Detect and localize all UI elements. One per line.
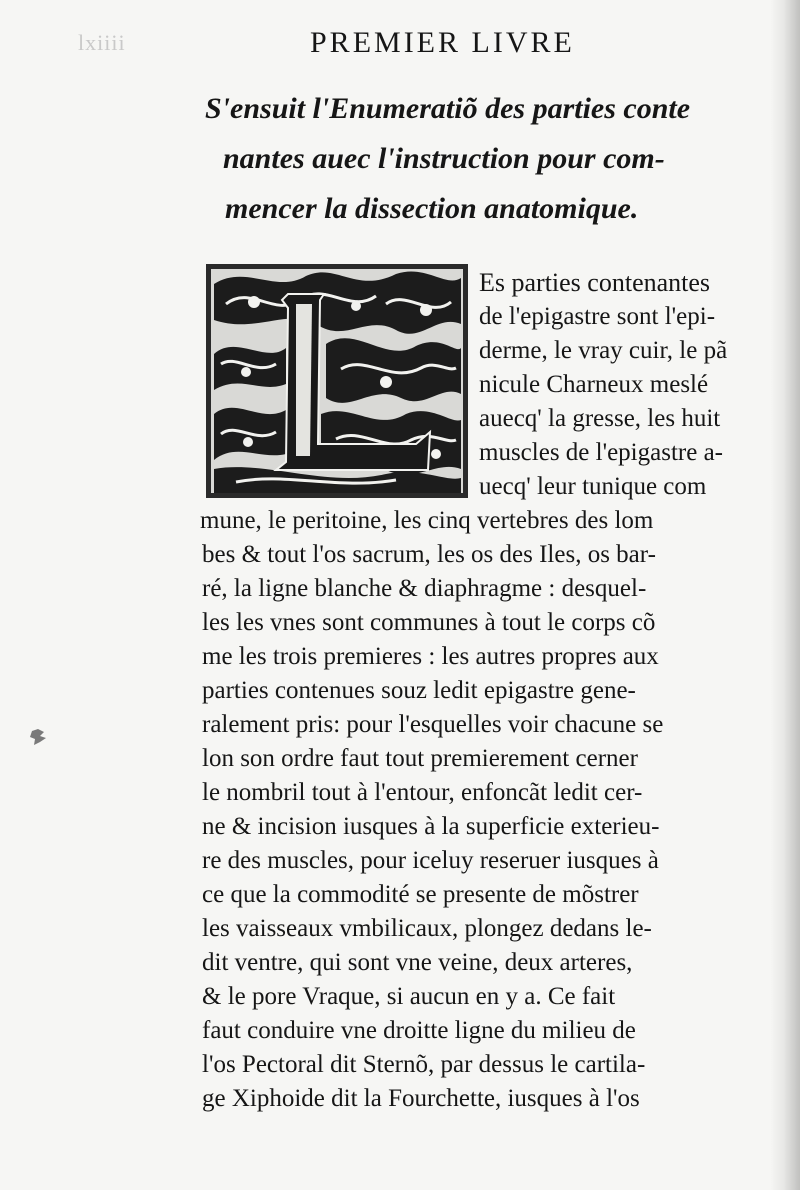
text-line: ré, la ligne blanche & diaphragme : desquel-: [202, 575, 647, 602]
text-line: lon son ordre faut tout premierement cerner: [202, 745, 638, 772]
text-line: derme, le vray cuir, le pã: [479, 337, 728, 364]
text-line: me les trois premieres : les autres propres aux: [202, 643, 659, 670]
text-line: ce que la commodité se presente de mõstrer: [202, 881, 639, 908]
text-line: parties contenues souz ledit epigastre gene-: [202, 677, 636, 704]
text-line: dit ventre, qui sont vne veine, deux arteres,: [202, 949, 633, 976]
folio-number: lxiiii: [78, 30, 126, 55]
text-line: & le pore Vraque, si aucun en y a. Ce fait: [202, 983, 616, 1010]
text-line: muscles de l'epigastre a-: [479, 439, 723, 466]
running-head: PREMIER LIVRE: [310, 26, 575, 59]
text-line: les vaisseaux vmbilicaux, plongez dedans le-: [202, 915, 652, 942]
text-line: bes & tout l'os sacrum, les os des Iles, os bar-: [202, 541, 656, 568]
text-line: re des muscles, pour iceluy reseruer iusques à: [202, 847, 659, 874]
text-line: de l'epigastre sont l'epi-: [479, 303, 716, 330]
heading-line: mencer la dissection anatomique.: [225, 192, 639, 225]
text-line: ge Xiphoide dit la Fourchette, iusques à l'os: [202, 1085, 640, 1112]
text-line: ne & incision iusques à la superficie exterieu-: [202, 813, 660, 840]
text-line: ralement pris: pour l'esquelles voir chacune se: [202, 711, 664, 738]
text-line: mune, le peritoine, les cinq vertebres des lom: [200, 507, 654, 534]
text-line: Es parties contenantes: [479, 268, 711, 297]
text-line: le nombril tout à l'entour, enfoncãt ledit cer-: [202, 779, 643, 806]
text-line: l'os Pectoral dit Sternõ, par dessus le cartila-: [202, 1051, 646, 1078]
text-line: faut conduire vne droitte ligne du milieu de: [202, 1017, 636, 1044]
text-line: auecq' la gresse, les huit: [479, 405, 721, 432]
text-line: les les vnes sont communes à tout le corps cõ: [202, 609, 656, 636]
text-line: nicule Charneux meslé: [479, 371, 709, 398]
text-line: uecq' leur tunique com: [479, 473, 707, 500]
heading-line: S'ensuit l'Enumeratiõ des parties conte: [205, 92, 691, 125]
heading-line: nantes auec l'instruction pour com-: [223, 142, 665, 175]
